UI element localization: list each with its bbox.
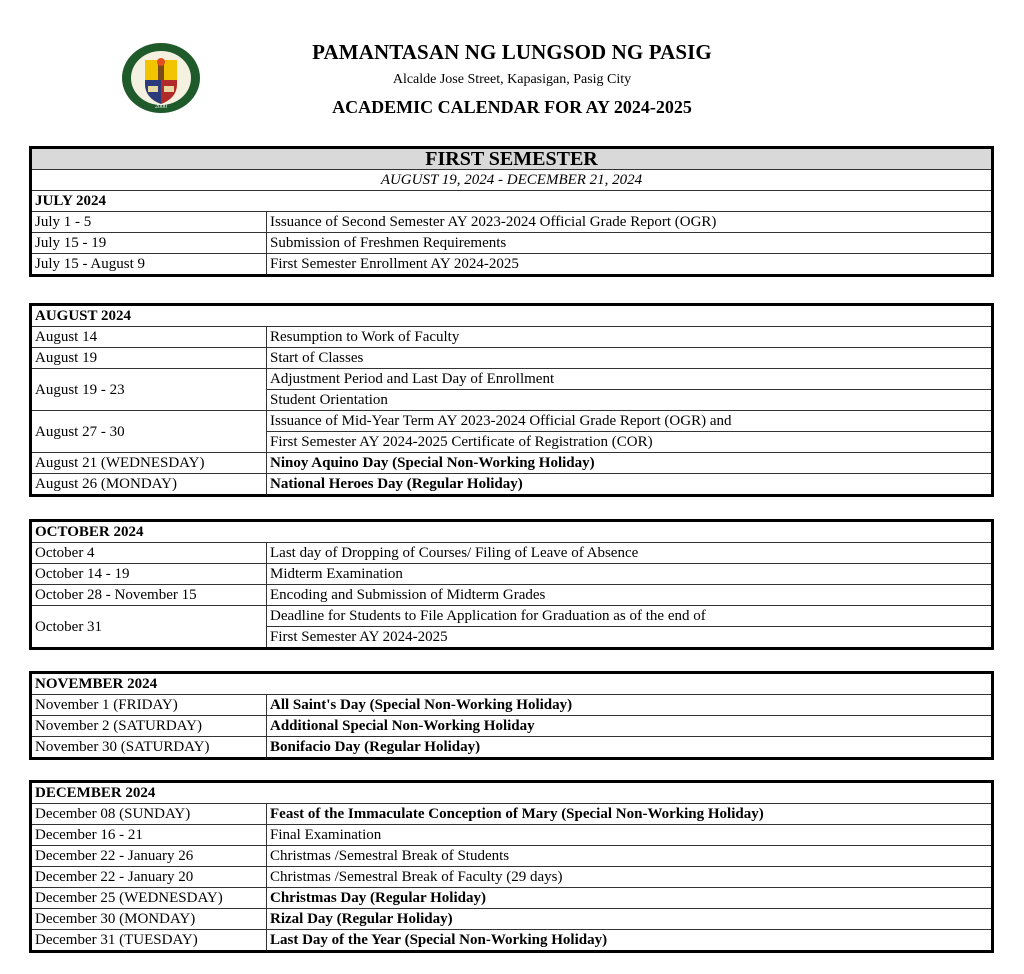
event-description: Submission of Freshmen Requirements [267,233,993,254]
event-description: Student Orientation [267,390,993,411]
event-description: Issuance of Second Semester AY 2023-2024 Official Grade Report (OGR) [267,212,993,233]
month-table [29,671,994,760]
table-row [31,825,993,846]
event-date: October 4 [31,543,267,564]
table-row [31,212,993,233]
event-description: Adjustment Period and Last Day of Enrollment [267,369,993,390]
event-date: December 25 (WEDNESDAY) [31,888,267,909]
month-table [29,519,994,650]
table-row [31,474,993,496]
event-description: Issuance of Mid-Year Term AY 2023-2024 Official Grade Report (OGR) and [267,411,993,432]
event-description: Start of Classes [267,348,993,369]
month-header: NOVEMBER 2024 [31,673,993,695]
event-date: August 26 (MONDAY) [31,474,267,496]
university-name: PAMANTASAN NG LUNGSOD NG PASIG [312,40,712,64]
event-date: August 27 - 30 [31,411,267,453]
month-table [29,303,994,497]
event-description: Christmas /Semestral Break of Students [267,846,993,867]
table-row [31,737,993,759]
table-row [31,411,993,432]
event-date: December 16 - 21 [31,825,267,846]
event-date: December 22 - January 20 [31,867,267,888]
table-row [31,453,993,474]
semester-title: FIRST SEMESTER [31,148,993,170]
holiday-description: Last Day of the Year (Special Non-Working Holiday) [267,930,993,952]
event-date: December 31 (TUESDAY) [31,930,267,952]
table-row [31,606,993,627]
month-header: JULY 2024 [31,191,993,212]
event-date: December 08 (SUNDAY) [31,804,267,825]
event-date: August 19 [31,348,267,369]
svg-text:2000: 2000 [155,104,167,110]
holiday-description: Bonifacio Day (Regular Holiday) [267,737,993,759]
table-row [31,695,993,716]
table-row [31,369,993,390]
event-description: Final Examination [267,825,993,846]
event-date: July 15 - 19 [31,233,267,254]
event-date: November 2 (SATURDAY) [31,716,267,737]
table-row [31,888,993,909]
month-table [29,780,994,953]
event-date: October 14 - 19 [31,564,267,585]
table-row [31,233,993,254]
table-row [31,867,993,888]
month-header: OCTOBER 2024 [31,521,993,543]
event-description: First Semester Enrollment AY 2024-2025 [267,254,993,276]
event-description: First Semester AY 2024-2025 Certificate of Registration (COR) [267,432,993,453]
holiday-description: All Saint's Day (Special Non-Working Holiday) [267,695,993,716]
event-date: July 1 - 5 [31,212,267,233]
table-row [31,543,993,564]
event-description: Midterm Examination [267,564,993,585]
event-date: August 19 - 23 [31,369,267,411]
table-row [31,585,993,606]
event-date: August 21 (WEDNESDAY) [31,453,267,474]
holiday-description: Feast of the Immaculate Conception of Mary (Special Non-Working Holiday) [267,804,993,825]
holiday-description: National Heroes Day (Regular Holiday) [267,474,993,496]
event-description: Resumption to Work of Faculty [267,327,993,348]
month-header: AUGUST 2024 [31,305,993,327]
table-row [31,254,993,276]
event-description: Last day of Dropping of Courses/ Filing of Leave of Absence [267,543,993,564]
table-row [31,348,993,369]
university-address: Alcalde Jose Street, Kapasigan, Pasig City [392,72,632,87]
holiday-description: Ninoy Aquino Day (Special Non-Working Holiday) [267,453,993,474]
event-date: October 28 - November 15 [31,585,267,606]
semester-date-range: AUGUST 19, 2024 - DECEMBER 21, 2024 [31,170,993,191]
event-description: Encoding and Submission of Midterm Grades [267,585,993,606]
event-date: October 31 [31,606,267,649]
event-date: December 30 (MONDAY) [31,909,267,930]
event-description: First Semester AY 2024-2025 [267,627,993,649]
holiday-description: Additional Special Non-Working Holiday [267,716,993,737]
event-date: December 22 - January 26 [31,846,267,867]
table-row [31,804,993,825]
event-description: Deadline for Students to File Application for Graduation as of the end of [267,606,993,627]
document-header [0,0,1024,130]
table-row [31,564,993,585]
event-date: November 30 (SATURDAY) [31,737,267,759]
table-row [31,930,993,952]
event-description: Christmas /Semestral Break of Faculty (29 days) [267,867,993,888]
event-date: November 1 (FRIDAY) [31,695,267,716]
event-date: July 15 - August 9 [31,254,267,276]
table-row [31,846,993,867]
table-row [31,909,993,930]
holiday-description: Christmas Day (Regular Holiday) [267,888,993,909]
holiday-description: Rizal Day (Regular Holiday) [267,909,993,930]
table-row [31,716,993,737]
table-row [31,327,993,348]
calendar-title: ACADEMIC CALENDAR FOR AY 2024-2025 [332,97,692,117]
event-date: August 14 [31,327,267,348]
month-header: DECEMBER 2024 [31,782,993,804]
month-table [29,146,994,277]
